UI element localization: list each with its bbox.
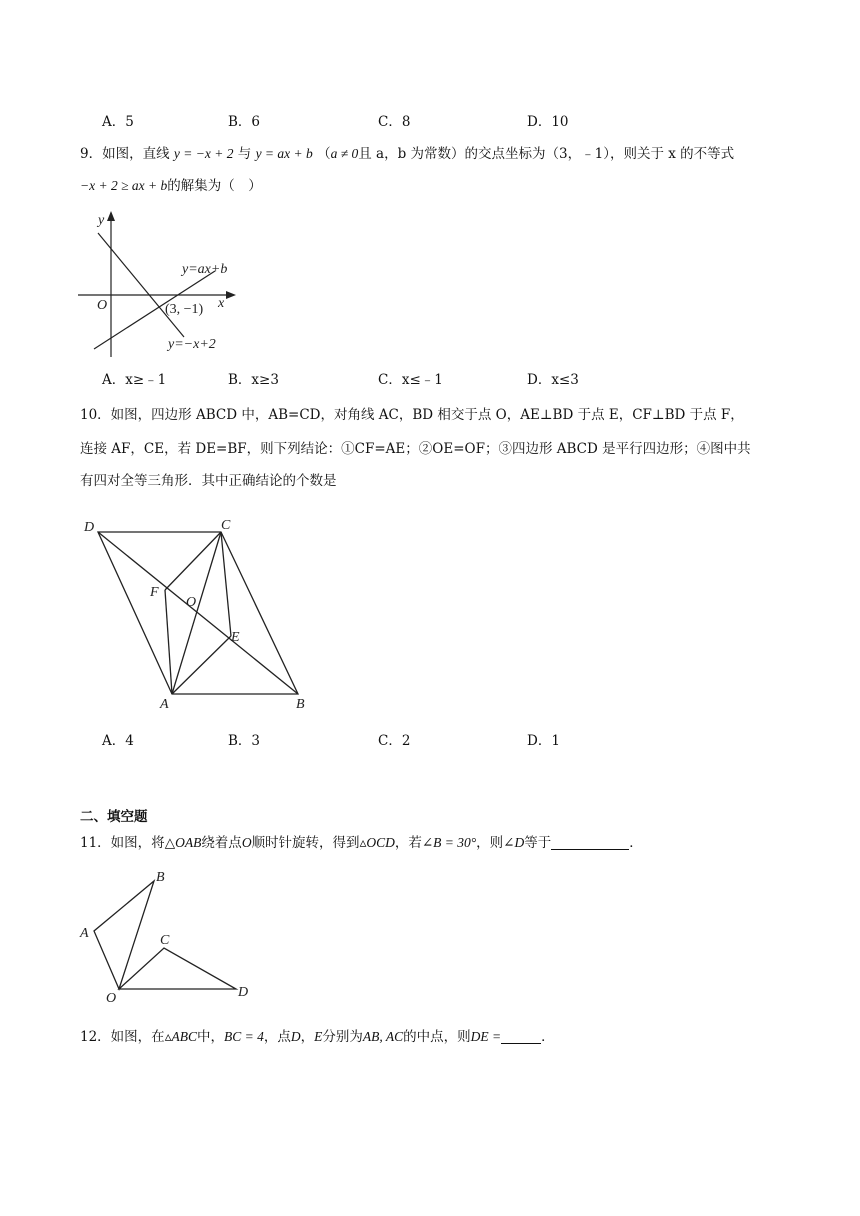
q12-math-de: DE = [470,1029,502,1044]
q11-figure [74,866,264,1008]
q10-label-o: O [186,595,197,610]
q12-math-ab-ac: AB, AC [362,1029,404,1044]
q8-option-c: C．8 [378,114,411,130]
q8-option-b: B．6 [228,114,261,130]
q9-math-inequality: −x + 2 ≥ ax + b [80,178,168,193]
q10-segment-ce [221,532,231,636]
q12-text-part: 的中点，则 [403,1029,471,1045]
q10-text-line3: 有四对全等三角形．其中正确结论的个数是 [80,473,337,489]
section-heading-fill-in: 二、填空题 [80,809,148,825]
q11-text-part: 11．如图，将 [80,835,165,851]
q9-x-arrow [226,291,236,299]
q11-triangle-ocd [119,948,236,989]
q9-math-line1: y = −x + 2 [173,146,234,161]
q10-label-d: D [84,520,95,535]
q10-text-line1: 10．如图，四边形 ABCD 中，AB=CD，对角线 AC，BD 相交于点 O，AE⊥BD 于点 E，CF⊥BD 于点 F， [80,407,744,423]
q12-text-part: 12．如图，在 [80,1029,165,1045]
q9-text: 与 [237,146,252,162]
q11-text [80,834,643,852]
q9-option-c: C．x≤﹣1 [378,372,443,388]
q10-label-f: F [150,585,159,600]
q11-math-triangle-ocd: ▵OCD [359,835,395,850]
q11-answer-blank[interactable] [551,835,629,850]
q11-math-angle-b: ∠B = 30° [421,835,477,850]
q9-figure [72,205,242,360]
q9-label-x: x [218,296,225,311]
q11-text-part: 顺时针旋转，得到 [251,835,360,851]
q9-option-a: A．x≥﹣1 [102,372,167,388]
q9-text: （ [317,146,331,162]
q11-label-c: C [160,933,170,948]
q10-label-e: E [231,630,240,645]
q12-math-bc: BC = 4 [223,1029,264,1044]
q9-label-line2: y=−x+2 [168,337,216,352]
q9-math-line2: y = ax + b [255,146,313,161]
q9-text: 9．如图，直线 [80,146,170,162]
q9-text: 且 a，b 为常数）的交点坐标为（3，﹣1），则关于 x 的不等式 [358,146,735,162]
q10-option-b: B．3 [228,733,261,749]
q10-option-d: D．1 [527,733,560,749]
q12-text-part: ，点 [263,1029,291,1045]
q9-text: 的解集为（ ） [167,178,262,194]
q9-option-b: B．x≥3 [228,372,279,388]
q9-label-origin: O [97,298,108,313]
q10-segment-af [165,590,172,694]
q12-math-e: E [314,1029,323,1044]
q11-text-part: ． [629,835,643,851]
q10-option-c: C．2 [378,733,411,749]
q12-text [80,1028,555,1046]
q9-text-line2 [80,177,262,195]
q11-text-part: 等于 [524,835,552,851]
q11-label-a: A [80,926,89,941]
q11-label-o: O [106,991,117,1006]
q10-text-line2: 连接 AF，CE，若 DE=BF，则下列结论：①CF=AE；②OE=OF；③四边形 ABCD 是平行四边形；④图中共 [80,441,751,457]
q12-math-d: D [290,1029,301,1044]
q9-text-line1 [80,145,734,163]
q11-text-part: ，则 [476,835,504,851]
q12-text-part: ， [300,1029,315,1045]
q11-math-angle-d: ∠D [503,835,525,850]
q12-text-part: 中， [196,1029,224,1045]
q12-text-part: ． [541,1029,555,1045]
q9-option-d: D．x≤3 [527,372,579,388]
q10-label-c: C [221,518,231,533]
q9-label-y: y [98,213,105,228]
q11-triangle-oab [94,881,154,989]
q8-option-a: A．5 [102,114,134,130]
q10-label-a: A [160,697,169,712]
q12-answer-blank[interactable] [501,1029,541,1044]
q11-math-triangle-oab: △OAB [164,835,202,850]
q12-text-part: 分别为 [322,1029,363,1045]
q11-text-part: ，若 [394,835,422,851]
q10-figure [76,514,316,714]
q9-label-point: (3, −1) [165,302,204,317]
q11-text-part: 绕着点 [201,835,242,851]
q10-label-b: B [296,697,305,712]
q9-label-line1: y=ax+b [182,262,228,277]
q11-label-d: D [238,985,249,1000]
q10-option-a: A．4 [102,733,134,749]
q8-option-d: D．10 [527,114,569,130]
q11-label-b: B [156,870,165,885]
q11-math-point-o: O [241,835,252,850]
q9-math-condition: a ≠ 0 [330,146,359,161]
q12-math-triangle-abc: ▵ABC [164,1029,197,1044]
q9-y-arrow [107,211,115,221]
